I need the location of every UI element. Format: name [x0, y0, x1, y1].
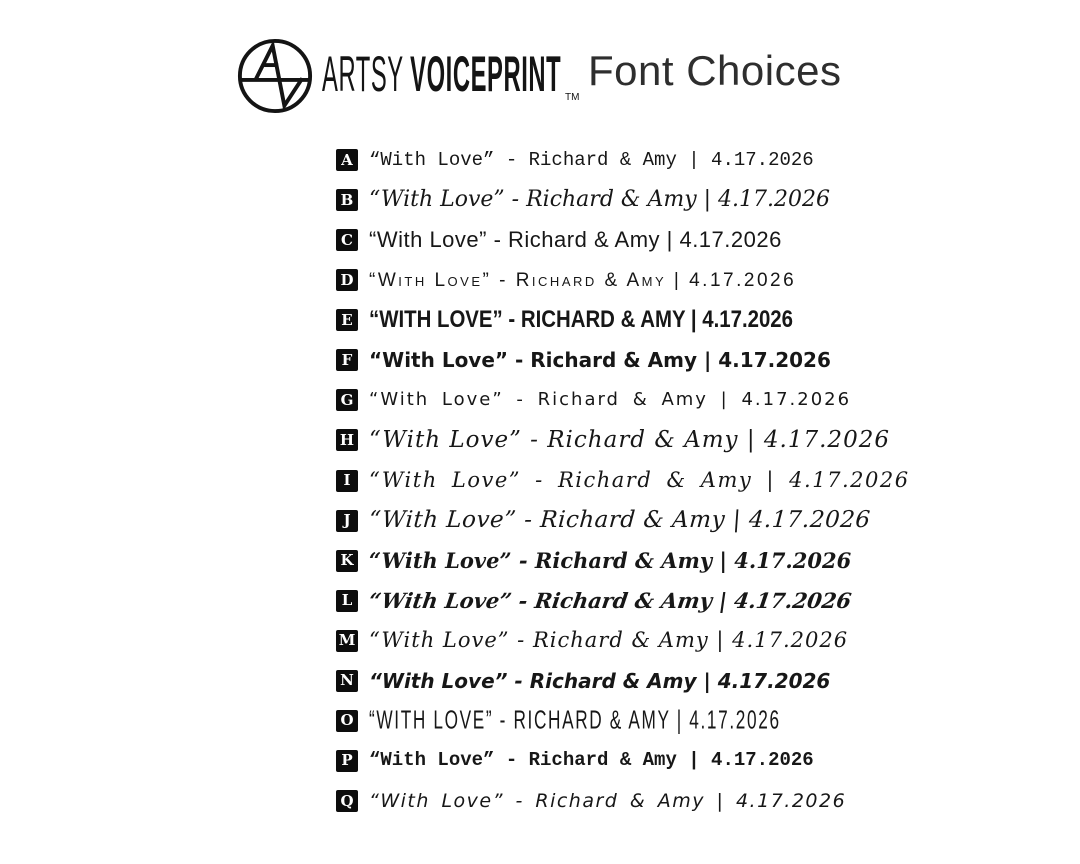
font-letter-badge-k: K: [336, 550, 358, 572]
font-sample-p: “With Love” - Richard & Amy | 4.17.2026: [369, 749, 814, 772]
font-sample-l: “With Love” - Richard & Amy | 4.17.2026: [367, 588, 853, 614]
font-row-b: [336, 187, 876, 213]
trademark-symbol: TM: [565, 92, 580, 103]
font-letter-badge-n: N: [336, 670, 358, 692]
font-row-g: [336, 387, 876, 413]
font-row-p: [336, 748, 876, 774]
font-sample-d: “With Love” - Richard & Amy | 4.17.2026: [369, 269, 797, 291]
font-row-l: [336, 588, 876, 614]
font-sample-c: “With Love” - Richard & Amy | 4.17.2026: [369, 227, 782, 253]
font-row-n: [336, 668, 876, 694]
font-sample-h: “With Love” - Richard & Amy | 4.17.2026: [369, 426, 890, 453]
font-row-c: [336, 227, 876, 253]
font-letter-badge-m: M: [336, 630, 358, 652]
font-sample-n: “With Love” - Richard & Amy | 4.17.2026: [369, 668, 831, 693]
font-sample-a: “With Love” - Richard & Amy | 4.17.2026: [369, 148, 814, 171]
font-row-f: [336, 347, 876, 373]
font-letter-badge-b: B: [336, 189, 358, 211]
font-letter-badge-p: P: [336, 750, 358, 772]
font-row-q: [336, 788, 876, 814]
font-sample-f: “With Love” - Richard & Amy | 4.17.2026: [369, 348, 831, 373]
font-sample-o: “WITH LOVE” - RICHARD & AMY | 4.17.2026: [369, 706, 781, 735]
font-options-list: [336, 147, 910, 814]
brand-name-artsy: ARTSY: [322, 46, 404, 103]
font-sample-i: “With Love” - Richard & Amy | 4.17.2026: [369, 468, 910, 492]
font-letter-badge-i: I: [336, 470, 358, 492]
font-row-j: [336, 508, 876, 534]
font-sample-k: “With Love” - Richard & Amy | 4.17.2026: [369, 548, 852, 574]
font-letter-badge-o: O: [336, 710, 358, 732]
font-sample-b: “With Love” - Richard & Amy | 4.17.2026: [369, 187, 831, 213]
font-letter-badge-f: F: [336, 349, 358, 371]
font-letter-badge-e: E: [336, 309, 358, 331]
font-row-m: [336, 628, 876, 654]
brand-name-voiceprint: VOICEPRINT: [410, 46, 562, 103]
font-letter-badge-j: J: [336, 510, 358, 532]
font-letter-badge-l: L: [336, 590, 358, 612]
font-letter-badge-d: D: [336, 269, 358, 291]
font-sample-m: “With Love” - Richard & Amy | 4.17.2026: [369, 628, 849, 653]
font-row-h: [336, 426, 890, 453]
font-row-i: [336, 468, 910, 494]
font-letter-badge-c: C: [336, 229, 358, 251]
font-row-a: [336, 147, 876, 173]
font-row-o: [336, 708, 876, 734]
brand-wordmark: [322, 46, 592, 106]
font-sample-q: “With Love” - Richard & Amy | 4.17.2026: [369, 789, 847, 812]
font-letter-badge-g: G: [336, 389, 358, 411]
font-row-e: [336, 307, 876, 333]
page-title: Font Choices: [588, 47, 842, 94]
font-sample-g: “With Love” - Richard & Amy | 4.17.2026: [369, 389, 852, 411]
font-sample-e: “WITH LOVE” - RICHARD & AMY | 4.17.2026: [369, 306, 793, 334]
font-sample-j: “With Love” - Richard & Amy | 4.17.2026: [368, 507, 872, 534]
font-letter-badge-q: Q: [336, 790, 358, 812]
av-monogram-logo-icon: [234, 37, 316, 115]
font-row-k: [336, 548, 876, 574]
font-row-d: [336, 267, 876, 293]
font-letter-badge-h: H: [336, 429, 358, 451]
font-letter-badge-a: A: [336, 149, 358, 171]
